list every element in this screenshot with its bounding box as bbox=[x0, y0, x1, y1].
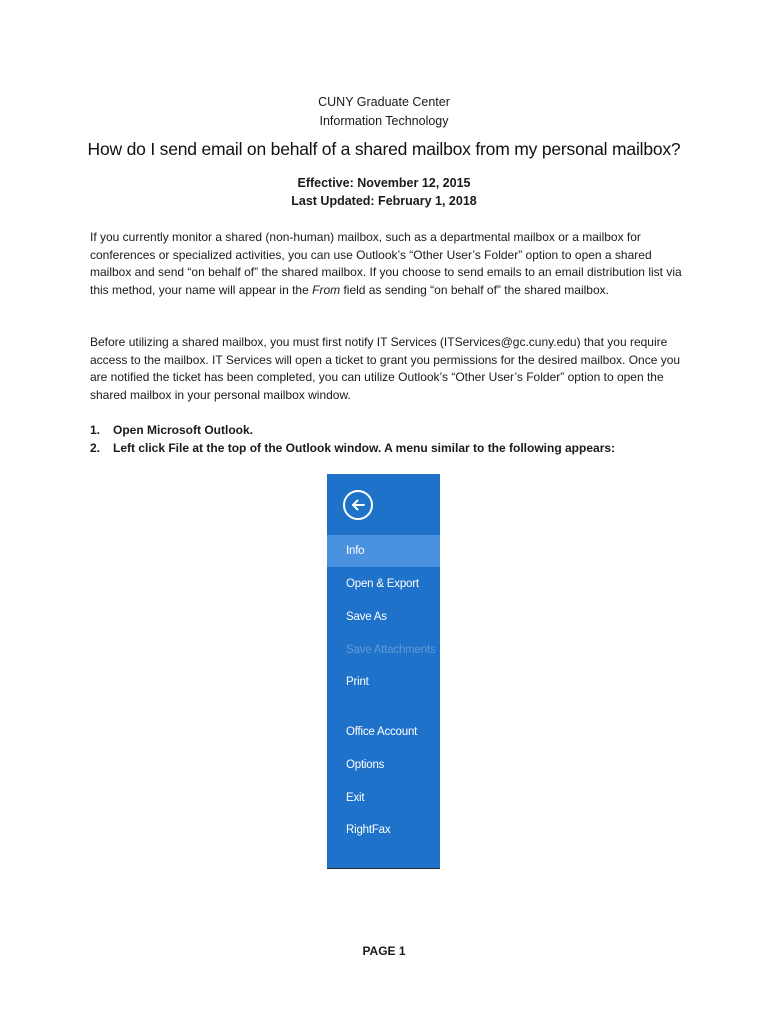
steps-list bbox=[90, 422, 690, 457]
menu-item-rightfax[interactable]: RightFax bbox=[346, 824, 391, 836]
intro-paragraph bbox=[90, 229, 686, 300]
department-name: Information Technology bbox=[319, 114, 449, 128]
menu-item-info[interactable]: Info bbox=[327, 535, 440, 567]
last-updated-date: Last Updated: February 1, 2018 bbox=[291, 194, 477, 208]
intro-text-after: field as sending “on behalf of” the shared mailbox. bbox=[340, 283, 609, 298]
menu-item-open-export[interactable]: Open & Export bbox=[346, 578, 419, 590]
access-paragraph: Before utilizing a shared mailbox, you must first notify IT Services (ITServices@gc.cuny.edu) that you require access to the mailbox. IT Services will open a ticket to grant you permissions for the desired mailbox. Once you are notified the ticket has been completed, you can utilize Outlook’s “Other User’s Folder” option to open the shared mailbox in your personal mailbox window. bbox=[90, 335, 681, 403]
page-number: PAGE 1 bbox=[362, 944, 406, 958]
intro-text-before: If you currently monitor a shared (non-human) mailbox, such as a departmental mailbox or a mailbox for conferences or specialized activities, you can use Outlook’s “Other User’s Folder” option to open a shared mailbox and send “on behalf of” the shared mailbox. If you choose to send emails to an email distribution list via this method, your name will appear in the bbox=[90, 230, 682, 298]
back-arrow-icon bbox=[350, 497, 366, 513]
menu-item-save-attachments: Save Attachments bbox=[346, 644, 436, 656]
step-number: 2. bbox=[90, 440, 101, 455]
menu-item-office-account[interactable]: Office Account bbox=[346, 726, 418, 738]
effective-date: Effective: November 12, 2015 bbox=[297, 176, 471, 190]
step-item bbox=[90, 440, 690, 458]
step-item bbox=[90, 422, 690, 440]
menu-item-exit[interactable]: Exit bbox=[346, 792, 365, 804]
step-text: Open Microsoft Outlook. bbox=[113, 423, 253, 437]
from-field-term: From bbox=[312, 283, 341, 298]
menu-item-print[interactable]: Print bbox=[346, 676, 369, 688]
step-number: 1. bbox=[90, 423, 101, 437]
outlook-file-menu bbox=[327, 474, 440, 869]
document-title: How do I send email on behalf of a shared mailbox from my personal mailbox? bbox=[87, 139, 681, 159]
org-name: CUNY Graduate Center bbox=[318, 95, 450, 109]
menu-item-options[interactable]: Options bbox=[346, 759, 385, 771]
step-text: Left click File at the top of the Outlook window. A menu similar to the following appears: bbox=[113, 440, 616, 455]
menu-item-save-as[interactable]: Save As bbox=[346, 611, 387, 623]
back-button[interactable] bbox=[343, 490, 373, 520]
